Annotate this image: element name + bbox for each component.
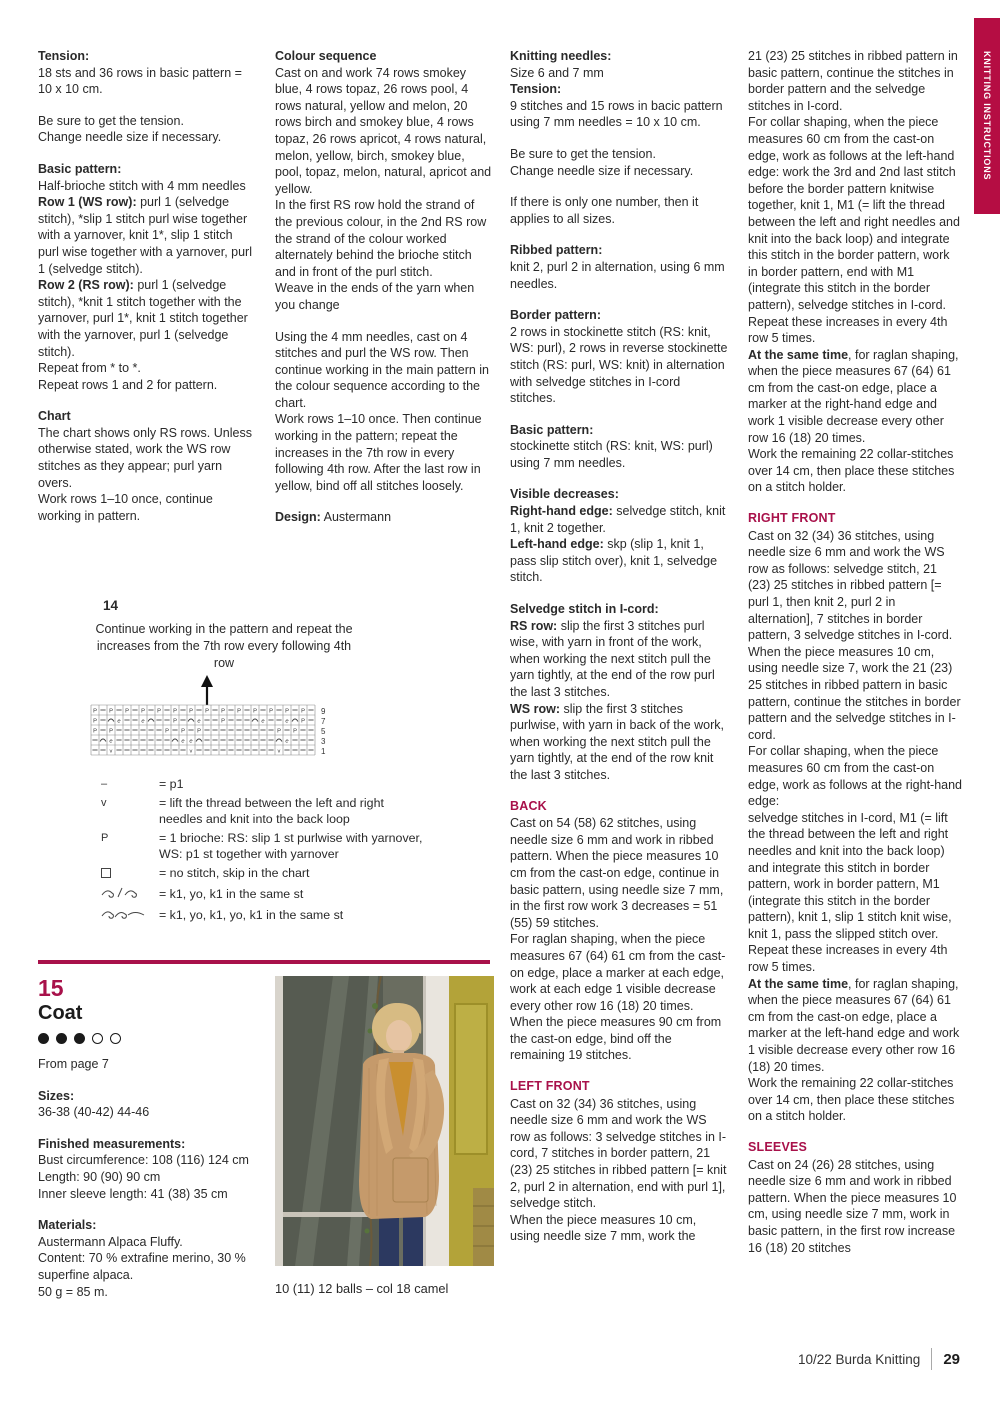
difficulty-dot-empty — [92, 1033, 103, 1044]
legend-item — [85, 886, 425, 904]
knitting-instructions-tab: KNITTING INSTRUCTIONS — [974, 18, 1000, 214]
pattern-details — [38, 1088, 254, 1301]
svg-text:P: P — [221, 718, 225, 725]
paragraph: Be sure to get the tension. — [38, 113, 184, 128]
spacer — [510, 179, 729, 194]
chart-grid — [91, 705, 315, 755]
legend-label: = k1, yo, k1 in the same st — [159, 887, 304, 901]
paragraph: When the piece measures 10 cm, using needle size 7 mm, work the — [510, 1212, 697, 1244]
svg-text:v: v — [109, 748, 113, 755]
paragraph: Inner sleeve length: 41 (38) 35 cm — [38, 1186, 228, 1201]
legend-item — [85, 795, 425, 827]
paragraph: Change needle size if necessary. — [510, 163, 694, 178]
section-heading: Tension: — [510, 82, 562, 97]
paragraph: 36-38 (40-42) 44-46 — [38, 1105, 150, 1120]
run-text: slip the first 3 stitches purl wise, with yarn in front of the work, when working the next stitch pull the yarn tightly, at the end of the row purl the last 3 stitches. — [510, 618, 715, 699]
section-heading: Knitting needles: — [510, 49, 612, 63]
svg-text:P: P — [93, 718, 97, 725]
row-number: 5 — [321, 727, 326, 736]
difficulty-rating — [38, 1033, 254, 1044]
run-text: slip the first 3 stitches purlwise, with yarn in back of the work, when working the next stitch pull the yarn tightly, at the end of the row knit the last 3 stitches. — [510, 701, 724, 782]
paragraph: For raglan shaping, when the piece measures 67 (64) 61 cm from the cast-on edge, place a marker at each edge, work at each edge 1 visible decrease every other row 16 (18) 20 times. When the piece measures 90 cm from the cast-on edge, bind off the remaining 19 stitches. — [510, 932, 726, 1063]
paragraph: Using the 4 mm needles, cast on 4 stitches and purl the WS row. Then continue working in the main pattern in the colour sequence according to the chart. — [275, 329, 490, 410]
paragraph: knit 2, purl 2 in alternation, using 6 mm needles. — [510, 259, 725, 291]
bold-lead-in: Row 1 (WS row): — [38, 195, 137, 210]
paragraph — [38, 277, 254, 360]
issue-title: 10/22 Burda Knitting — [797, 1351, 921, 1367]
legend-label: = 1 brioche: RS: slip 1 st purlwise with yarnover, WS: p1 st together with yarnover — [159, 831, 423, 861]
red-heading: BACK — [510, 798, 547, 813]
legend-item — [85, 830, 425, 862]
paragraph: Bust circumference: 108 (116) 124 cm — [38, 1153, 249, 1168]
section-heading: Border pattern: — [510, 308, 601, 323]
svg-text:e: e — [189, 738, 193, 745]
paragraph: Repeat these increases in every 4th row 5 times. — [748, 314, 948, 346]
paragraph: Content: 70 % extrafine merino, 30 % superfine alpaca. — [38, 1251, 246, 1282]
svg-text:e: e — [117, 718, 121, 725]
row-number: 9 — [321, 707, 326, 716]
svg-text:e: e — [285, 718, 289, 725]
paragraph — [510, 618, 729, 701]
paragraph: Cast on 32 (34) 36 stitches, using needle size 6 mm and work the WS row as follows: 3 selvedge stitches in I-cord, 7 stitches in border pattern, 21 (23) 25 stitches in ribbed pattern [= knit 2, purl 2 in alternation, end with purl 1], selvedge stitch. — [510, 1096, 727, 1211]
svg-text:e: e — [285, 738, 289, 745]
svg-text:P: P — [141, 708, 145, 715]
paragraph: 9 stitches and 15 rows in bacic pattern using 7 mm needles = 10 x 10 cm. — [510, 98, 723, 130]
paragraph: When the piece measures 10 cm, using needle size 7, work the 21 (23) 25 stitches in ribbed pattern in basic pattern, continue the stitches in border pattern and the selvedge stitches in I-cord. — [748, 644, 961, 742]
paragraph: Change needle size if necessary. — [38, 130, 222, 145]
section-heading: Basic pattern: — [38, 161, 122, 176]
paragraph: Repeat rows 1 and 2 for pattern. — [38, 377, 218, 392]
column-4 — [748, 48, 962, 1256]
coat-photo — [275, 976, 494, 1266]
svg-text:P: P — [253, 708, 257, 715]
section-heading: Ribbed pattern: — [510, 243, 603, 258]
svg-text:P: P — [109, 708, 113, 715]
section-heading: Finished measurements: — [38, 1136, 186, 1151]
paragraph: 2 rows in stockinette stitch (RS: knit, WS: purl), 2 rows in reverse stockinette stitch (RS: purl, WS: knit) in alternation with selvedge stitches in I-cord stitches. — [510, 324, 728, 406]
spacer — [38, 146, 254, 161]
chart-legend — [85, 776, 425, 925]
paragraph: stockinette stitch (RS: knit, WS: purl) using 7 mm needles. — [510, 439, 713, 470]
paragraph: In the first RS row hold the strand of the previous colour, in the 2nd RS row the strand of the colour worked alternately behind the brioche stitch and in front of the purl stitch. — [275, 198, 487, 279]
svg-text:P: P — [205, 708, 209, 715]
k1-yo-k1-yo-k1-symbol — [101, 907, 159, 925]
paragraph: Length: 90 (90) 90 cm — [38, 1169, 161, 1184]
paragraph — [510, 701, 729, 784]
footer-divider — [931, 1348, 932, 1370]
svg-text:P: P — [165, 728, 169, 735]
from-page-note: From page 7 — [38, 1057, 109, 1071]
legend-label: = no stitch, skip in the chart — [159, 866, 310, 880]
run-text: selvedge stitch, knit 1, knit 2 together. — [510, 504, 726, 535]
run-text: purl 1 (selvedge stitch), *knit 1 stitch together with the yarnover, purl 1*, knit 1 stitch together with the yarnover, purl 1 (selvedge stitch). — [38, 278, 248, 359]
svg-text:P: P — [157, 708, 161, 715]
photo-caption: 10 (11) 12 balls – col 18 camel — [275, 1281, 449, 1296]
legend-label: = lift the thread between the left and right needles and knit into the back loop — [159, 796, 384, 826]
bold-lead-in: Design: — [275, 510, 321, 525]
svg-text:P: P — [109, 728, 113, 735]
svg-text:P: P — [237, 708, 241, 715]
paragraph — [38, 194, 254, 277]
bold-lead-in: RS row: — [510, 618, 558, 633]
paragraph — [510, 536, 729, 586]
difficulty-dot-filled — [56, 1033, 67, 1044]
run-text: Austermann — [320, 510, 392, 525]
paragraph: Half-brioche stitch with 4 mm needles — [38, 178, 246, 193]
svg-text:P: P — [301, 718, 305, 725]
svg-text:P: P — [173, 708, 177, 715]
svg-text:v: v — [189, 748, 193, 755]
up-arrow-icon — [201, 675, 213, 705]
spacer — [38, 1121, 254, 1136]
section-heading: Tension: — [38, 49, 90, 63]
paragraph — [748, 347, 962, 447]
difficulty-dot-filled — [74, 1033, 85, 1044]
bold-lead-in: Left-hand edge: — [510, 537, 604, 552]
paragraph: Cast on and work 74 rows smokey blue, 4 rows topaz, 26 rows pool, 4 rows natural, yellow and melon, 20 rows birch and smokey blue, 4 rows topaz, 26 rows apricot, 4 rows natural, melon, yellow, birch, smokey blue, pool, topaz, melon, natural, apricot and yellow. — [275, 65, 492, 196]
figure-caption: Continue working in the pattern and repeat the increases from the 7th row every following 4th row — [95, 622, 353, 670]
p1-symbol: – — [101, 778, 108, 790]
legend-label: = p1 — [159, 777, 184, 791]
paragraph: Repeat from * to *. — [38, 361, 141, 376]
paragraph: Work rows 1–10 once. Then continue working in the pattern; repeat the increases in the 7th row in every following 4th row. After the last row in yellow, bind off all stitches loosely. — [275, 412, 482, 493]
page-number: 29 — [943, 1350, 960, 1368]
legend-label: = k1, yo, k1, yo, k1 in the same st — [159, 908, 344, 922]
spacer — [275, 314, 494, 329]
svg-text:P: P — [93, 708, 97, 715]
paragraph: Repeat these increases in every 4th row 5 times. — [748, 943, 948, 975]
section-heading: Chart — [38, 409, 71, 424]
section-divider — [38, 960, 490, 964]
run-text: , for raglan shaping, when the piece measures 67 (64) 61 cm from the cast-on edge, place a marker at the right-hand edge and work 1 visible decrease every other row 16 (18) 20 times. — [748, 347, 959, 445]
paragraph: The chart shows only RS rows. Unless otherwise stated, work the WS row stitches as they appear; purl yarn overs. — [38, 425, 252, 490]
paragraph: 50 g = 85 m. — [38, 1284, 108, 1299]
svg-text:P: P — [277, 728, 281, 735]
red-heading: SLEEVES — [748, 1140, 808, 1154]
svg-text:P: P — [301, 708, 305, 715]
paragraph: 18 sts and 36 rows in basic pattern = 10 x 10 cm. — [38, 65, 242, 97]
svg-text:P: P — [269, 708, 273, 715]
knitting-chart — [89, 674, 341, 760]
section-heading: Basic pattern: — [510, 422, 594, 437]
paragraph: Size 6 and 7 mm — [510, 65, 604, 80]
paragraph: Work the remaining 22 collar-stitches over 14 cm, then place these stitches on a stitch holder. — [748, 1076, 955, 1124]
red-heading: LEFT FRONT — [510, 1079, 590, 1094]
red-heading: RIGHT FRONT — [748, 511, 836, 526]
bold-lead-in: At the same time — [748, 347, 849, 362]
svg-text:e: e — [181, 738, 185, 745]
bold-lead-in: WS row: — [510, 701, 560, 716]
pattern-title: Coat — [38, 1002, 83, 1024]
row-number: 7 — [321, 717, 326, 726]
legend-item — [85, 907, 425, 925]
section-heading: Selvedge stitch in I-cord: — [510, 602, 659, 617]
paragraph: If there is only one number, then it applies to all sizes. — [510, 195, 699, 226]
row-number: 3 — [321, 737, 326, 746]
paragraph: Austermann Alpaca Fluffy. — [38, 1234, 183, 1249]
pattern-number: 15 — [38, 975, 64, 1001]
column-2 — [275, 48, 494, 526]
difficulty-dot-filled — [38, 1033, 49, 1044]
page-footer — [798, 1348, 960, 1370]
figure-14 — [85, 598, 425, 928]
legend-item — [85, 865, 425, 883]
no-stitch-symbol — [101, 865, 159, 883]
column-1 — [38, 48, 254, 524]
run-text: purl 1 (selvedge stitch), *slip 1 stitch purl wise together with a yarnover, knit 1*, slip 1 stitch purl wise together with a yarnover, purl 1 (selvedge stitch). — [38, 195, 252, 276]
paragraph: Cast on 54 (58) 62 stitches, using needle size 6 mm and work in ribbed pattern. When the piece measures 10 cm from the cast-on edge, continue in basic pattern, using needle size 7 mm, in the first row work 3 decreases = 51 (55) 59 stitches. — [510, 816, 724, 930]
k1-yo-k1-symbol — [101, 886, 159, 904]
row-number: 1 — [321, 747, 326, 756]
paragraph: Cast on 32 (34) 36 stitches, using needle size 6 mm and work the WS row as follows: selvedge stitch, 21 (23) 25 stitches in ribbed pattern [= purl 1, then knit 2, purl 2 in alternation], 7 stitches in border pattern, 3 selvedge stitches in I-cord. — [748, 528, 953, 643]
spacer — [510, 227, 729, 242]
brioche-symbol: P — [101, 832, 109, 844]
pattern-15-info — [38, 976, 254, 1300]
legend-item — [85, 776, 425, 792]
spacer — [510, 407, 729, 422]
svg-text:P: P — [189, 708, 193, 715]
spacer — [38, 393, 254, 408]
svg-text:P: P — [285, 708, 289, 715]
svg-text:e: e — [109, 738, 113, 745]
run-text: skp (slip 1, knit 1, pass slip stitch over), knit 1, selvedge stitch. — [510, 537, 718, 585]
difficulty-dot-empty — [110, 1033, 121, 1044]
figure-number: 14 — [103, 598, 119, 613]
spacer — [510, 471, 729, 486]
paragraph: 21 (23) 25 stitches in ribbed pattern in basic pattern, continue the stitches in border pattern and the selvedge stitches in I-cord. — [748, 49, 958, 113]
run-text: , for raglan shaping, when the piece measures 67 (64) 61 cm from the cast-on edge, place a marker at the left-hand edge and work 1 visible decrease every other row 16 (18) 20 times. — [748, 976, 960, 1074]
svg-text:P: P — [221, 708, 225, 715]
svg-text:v: v — [277, 748, 281, 755]
paragraph: Work the remaining 22 collar-stitches over 14 cm, then place these stitches on a stitch holder. — [748, 447, 955, 495]
spacer — [510, 586, 729, 601]
spacer — [275, 494, 494, 509]
paragraph: Weave in the ends of the yarn when you change — [275, 281, 475, 312]
paragraph: selvedge stitches in I-cord, M1 (= lift the thread between the left and right needles and knit into the back loop) and integrate this stitch in border pattern, work in border pattern, M1 (integrate this stitch in the border pattern), knit 1, slip 1 stitch knit wise, knit 1, pass the slipped stitch over. — [748, 810, 952, 941]
spacer — [38, 98, 254, 113]
section-heading: Sizes: — [38, 1088, 75, 1103]
paragraph — [748, 976, 962, 1076]
paragraph: For collar shaping, when the piece measures 60 cm from the cast-on edge, work as follows at the right-hand edge: — [748, 744, 963, 809]
svg-text:P: P — [197, 728, 201, 735]
lift-thread-symbol: v — [101, 797, 107, 809]
paragraph: For collar shaping, when the piece measures 60 cm from the cast-on edge, work as follows at the left-hand edge: work the 3rd and 2nd last stitch before the border pattern knitwise together, knit 1, M1 (= lift the thread between the left and right needles and knit into the back loop) and integrate this stitch in the border pattern, work in border pattern, end with M1 (integrate this stitch in the border pattern), selvedge stitches in I-cord. — [748, 115, 960, 312]
paragraph: Work rows 1–10 once, continue working in pattern. — [38, 492, 213, 523]
svg-text:P: P — [173, 718, 177, 725]
section-heading: Materials: — [38, 1218, 97, 1233]
paragraph — [275, 509, 494, 526]
svg-text:P: P — [125, 708, 129, 715]
bold-lead-in: Row 2 (RS row): — [38, 278, 134, 293]
bold-lead-in: Right-hand edge: — [510, 504, 613, 519]
section-heading: Colour sequence — [275, 49, 377, 63]
spacer — [510, 292, 729, 307]
svg-text:e: e — [197, 718, 201, 725]
paragraph: Be sure to get the tension. — [510, 146, 656, 161]
spacer — [510, 131, 729, 146]
svg-text:P: P — [93, 728, 97, 735]
column-3 — [510, 48, 729, 1245]
svg-text:P: P — [293, 728, 297, 735]
paragraph — [510, 503, 729, 536]
paragraph: Cast on 24 (26) 28 stitches, using needle size 6 mm and work in ribbed pattern. When the piece measures 10 cm, using needle size 7 mm, work in basic pattern, in the first row increase 16 (18) 20 stitches — [748, 1157, 957, 1255]
spacer — [38, 1202, 254, 1217]
svg-text:e: e — [141, 718, 145, 725]
bold-lead-in: At the same time — [748, 976, 849, 991]
section-heading: Visible decreases: — [510, 487, 619, 502]
svg-text:P: P — [181, 728, 185, 735]
svg-text:e: e — [261, 718, 265, 725]
